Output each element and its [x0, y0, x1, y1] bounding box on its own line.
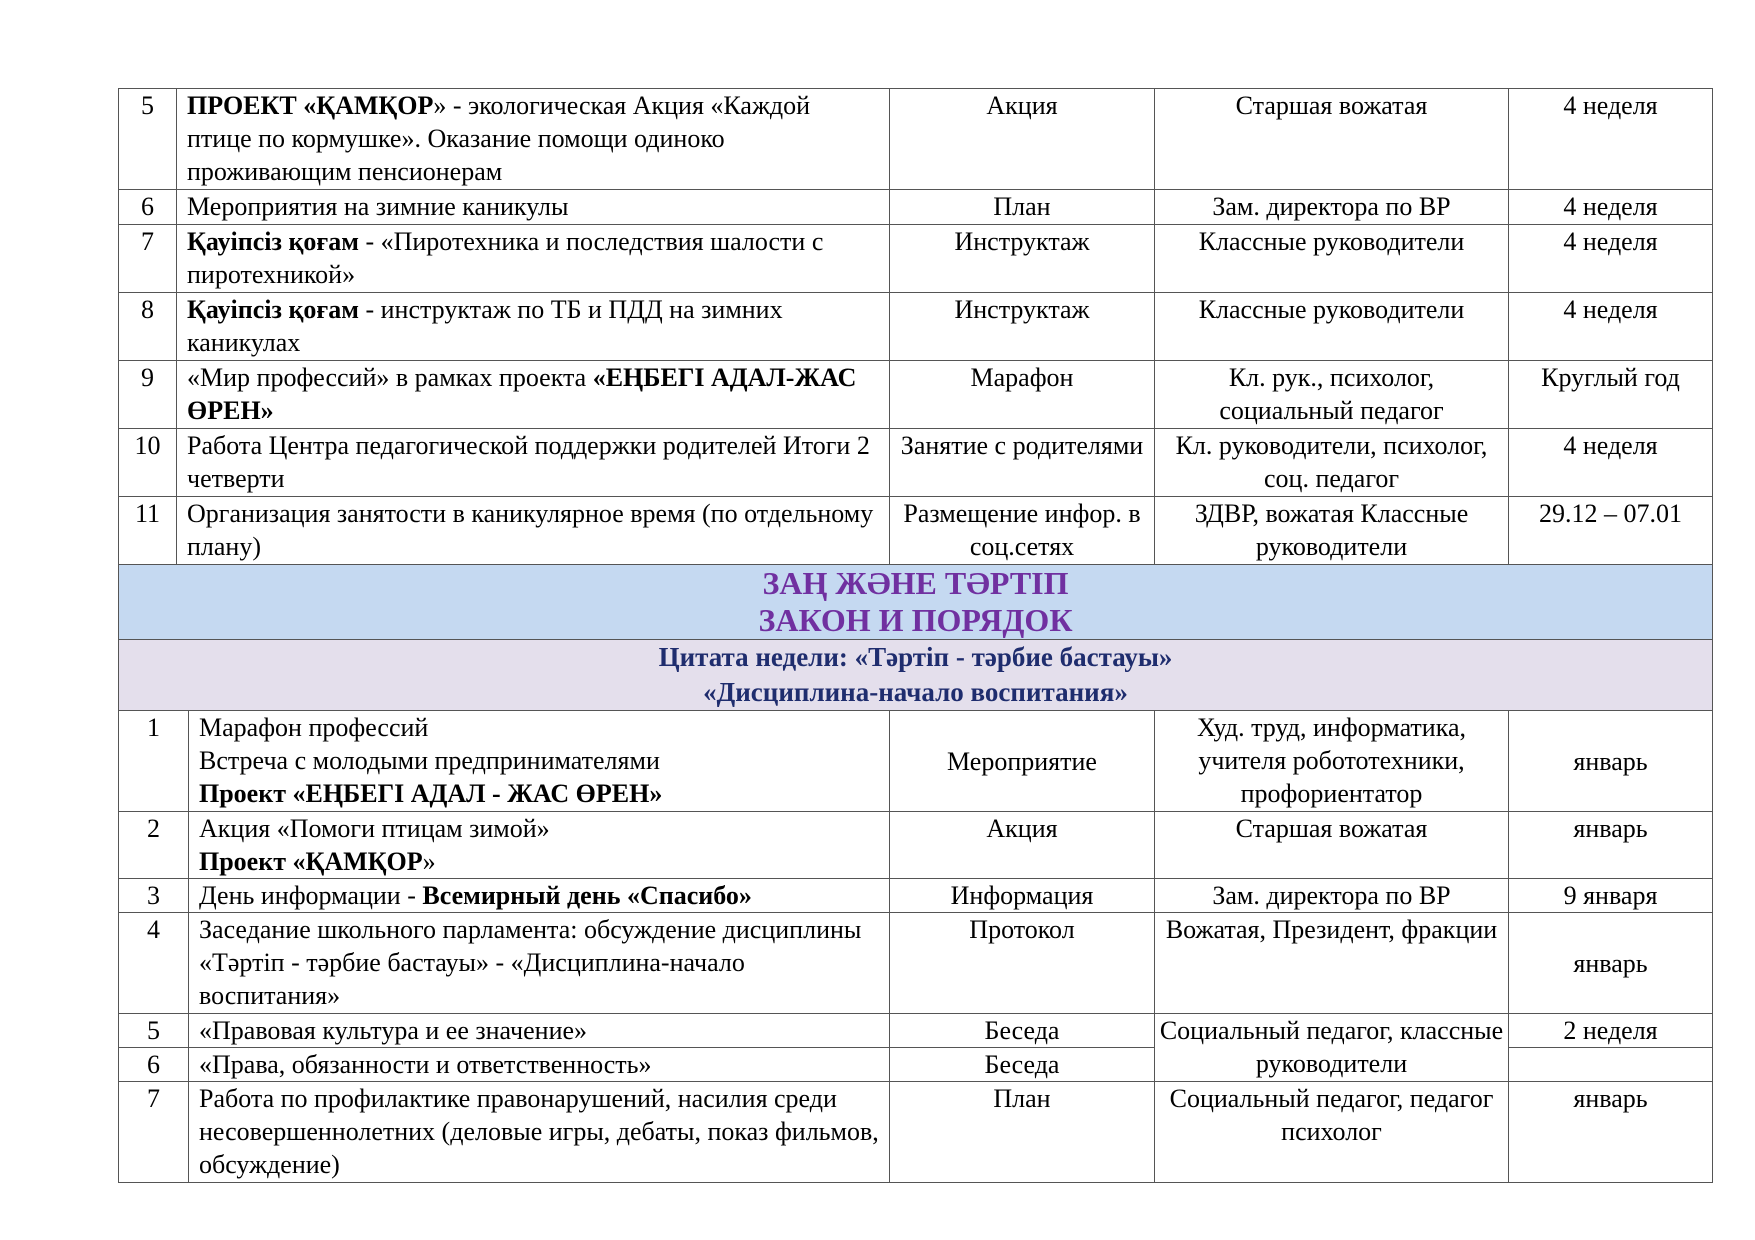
bold-text: Проект «ЕҢБЕГІ АДАЛ - ЖАС ӨРЕН»	[199, 779, 663, 808]
table-row	[119, 293, 1713, 361]
row-number: 5	[119, 1014, 189, 1048]
quote-of-week	[119, 640, 1713, 711]
row-number: 1	[119, 711, 189, 812]
deadline: январь	[1509, 913, 1713, 1014]
row-number: 2	[119, 812, 189, 879]
row-number: 8	[119, 293, 177, 361]
text: Работа по профилактике правонарушений, насилия среди несовершеннолетних (деловые игры, дебаты, показ фильмов, обсуждение)	[199, 1084, 879, 1179]
text: «Права, обязанности и ответственность»	[199, 1050, 652, 1079]
deadline: январь	[1509, 812, 1713, 879]
section-header	[119, 565, 1713, 711]
responsible: Старшая вожатая	[1155, 89, 1509, 190]
bold-text: «ЕҢБЕГІ АДАЛ-ЖАС ӨРЕН»	[187, 363, 857, 425]
event-form: Инструктаж	[890, 293, 1155, 361]
row-number: 4	[119, 913, 189, 1014]
text: Мероприятия на зимние каникулы	[187, 192, 569, 221]
event-form: Акция	[890, 89, 1155, 190]
text: »	[422, 847, 436, 876]
event-form: Беседа	[890, 1048, 1155, 1082]
deadline: январь	[1509, 1082, 1713, 1183]
deadline: 4 неделя	[1509, 225, 1713, 293]
table-row	[119, 190, 1713, 225]
event-description	[177, 190, 890, 225]
deadline: 4 неделя	[1509, 293, 1713, 361]
event-form: Марафон	[890, 361, 1155, 429]
event-description	[189, 1048, 890, 1082]
event-description	[189, 812, 890, 879]
bold-text: Қауіпсіз қоғам	[187, 227, 359, 256]
row-number: 6	[119, 1048, 189, 1082]
deadline: 4 неделя	[1509, 429, 1713, 497]
description-line	[199, 913, 879, 1012]
bold-text: Қауіпсіз қоғам	[187, 295, 359, 324]
row-number: 11	[119, 497, 177, 565]
description-line	[199, 1082, 879, 1181]
table-row	[119, 1014, 1713, 1048]
deadline: 4 неделя	[1509, 190, 1713, 225]
deadline: 2 неделя	[1509, 1014, 1713, 1048]
description-line	[199, 711, 879, 744]
table-row	[119, 812, 1713, 879]
table-row	[119, 361, 1713, 429]
responsible: Вожатая, Президент, фракции	[1155, 913, 1509, 1014]
description-line	[199, 845, 879, 878]
deadline: Круглый год	[1509, 361, 1713, 429]
text: Работа Центра педагогической поддержки родителей Итоги 2 четверти	[187, 431, 870, 493]
table-row	[119, 497, 1713, 565]
row-number: 5	[119, 89, 177, 190]
event-form: Занятие с родителями	[890, 429, 1155, 497]
event-description	[177, 293, 890, 361]
table-row	[119, 1082, 1713, 1183]
responsible: Кл. руководители, психолог, соц. педагог	[1155, 429, 1509, 497]
event-description	[189, 1014, 890, 1048]
event-description	[177, 429, 890, 497]
plan-table	[118, 88, 1713, 1183]
responsible: Классные руководители	[1155, 293, 1509, 361]
text: - «Пиротехника и последствия шалости с пиротехникой»	[187, 227, 824, 289]
description-line	[199, 777, 879, 810]
section-title	[119, 565, 1713, 640]
text: Марафон профессий	[199, 713, 429, 742]
deadline: январь	[1509, 711, 1713, 812]
event-form: Мероприятие	[890, 711, 1155, 812]
responsible: Классные руководители	[1155, 225, 1509, 293]
event-form: План	[890, 1082, 1155, 1183]
event-description	[189, 1082, 890, 1183]
responsible: Социальный педагог, классные руководители	[1155, 1014, 1509, 1082]
table-bottom-body	[119, 711, 1713, 1183]
event-description	[189, 711, 890, 812]
event-form: План	[890, 190, 1155, 225]
section-title-ru: ЗАКОН И ПОРЯДОК	[758, 602, 1073, 638]
quote-row	[119, 640, 1713, 711]
event-form: Информация	[890, 879, 1155, 913]
deadline: 9 января	[1509, 879, 1713, 913]
text: Встреча с молодыми предпринимателями	[199, 746, 660, 775]
event-form: Протокол	[890, 913, 1155, 1014]
event-description	[189, 913, 890, 1014]
description-line	[199, 1014, 879, 1047]
bold-text: ПРОЕКТ «ҚАМҚОР	[187, 91, 434, 120]
event-description	[177, 497, 890, 565]
responsible: Социальный педагог, педагог психолог	[1155, 1082, 1509, 1183]
deadline: 4 неделя	[1509, 89, 1713, 190]
responsible: Зам. директора по ВР	[1155, 879, 1509, 913]
event-form: Акция	[890, 812, 1155, 879]
bold-text: Всемирный день «Спасибо»	[422, 881, 752, 910]
event-form: Инструктаж	[890, 225, 1155, 293]
responsible: Кл. рук., психолог, социальный педагог	[1155, 361, 1509, 429]
quote-kz: Цитата недели: «Тәртіп - тәрбие бастауы»	[658, 642, 1173, 672]
text: День информации -	[199, 881, 423, 910]
table-row	[119, 429, 1713, 497]
text: Организация занятости в каникулярное время (по отдельному плану)	[187, 499, 874, 561]
responsible: Зам. директора по ВР	[1155, 190, 1509, 225]
section-title-row	[119, 565, 1713, 640]
row-number: 3	[119, 879, 189, 913]
row-number: 6	[119, 190, 177, 225]
quote-ru: «Дисциплина-начало воспитания»	[703, 677, 1128, 707]
text: «Мир профессий» в рамках проекта	[187, 363, 593, 392]
text: «Правовая культура и ее значение»	[199, 1016, 588, 1045]
text: Акция «Помоги птицам зимой»	[199, 814, 550, 843]
row-number: 7	[119, 1082, 189, 1183]
row-number: 9	[119, 361, 177, 429]
description-line	[199, 1048, 879, 1081]
table-top-body	[119, 89, 1713, 565]
table-row	[119, 225, 1713, 293]
event-description	[189, 879, 890, 913]
responsible: ЗДВР, вожатая Классные руководители	[1155, 497, 1509, 565]
event-description	[177, 361, 890, 429]
event-description	[177, 89, 890, 190]
table-row	[119, 711, 1713, 812]
table-row	[119, 879, 1713, 913]
text: - инструктаж по ТБ и ПДД на зимних каникулах	[187, 295, 783, 357]
description-line	[199, 879, 879, 912]
description-line	[199, 744, 879, 777]
table-row	[119, 89, 1713, 190]
event-form: Размещение инфор. в соц.сетях	[890, 497, 1155, 565]
deadline	[1509, 1048, 1713, 1082]
document-page	[118, 88, 1712, 1183]
text: » - экологическая Акция «Каждой птице по кормушке». Оказание помощи одиноко проживающим пенсионерам	[187, 91, 811, 186]
bold-text: Проект «ҚАМҚОР	[199, 847, 423, 876]
responsible: Старшая вожатая	[1155, 812, 1509, 879]
section-title-kz: ЗАҢ ЖӘНЕ ТӘРТІП	[762, 565, 1069, 601]
event-form: Беседа	[890, 1014, 1155, 1048]
row-number: 7	[119, 225, 177, 293]
table-row	[119, 913, 1713, 1014]
text: Заседание школьного парламента: обсуждение дисциплины «Тәртіп - тәрбие бастауы» - «Дисциплина-начало воспитания»	[199, 915, 862, 1010]
deadline: 29.12 – 07.01	[1509, 497, 1713, 565]
description-line	[199, 812, 879, 845]
row-number: 10	[119, 429, 177, 497]
responsible: Худ. труд, информатика, учителя робототехники, профориентатор	[1155, 711, 1509, 812]
event-description	[177, 225, 890, 293]
